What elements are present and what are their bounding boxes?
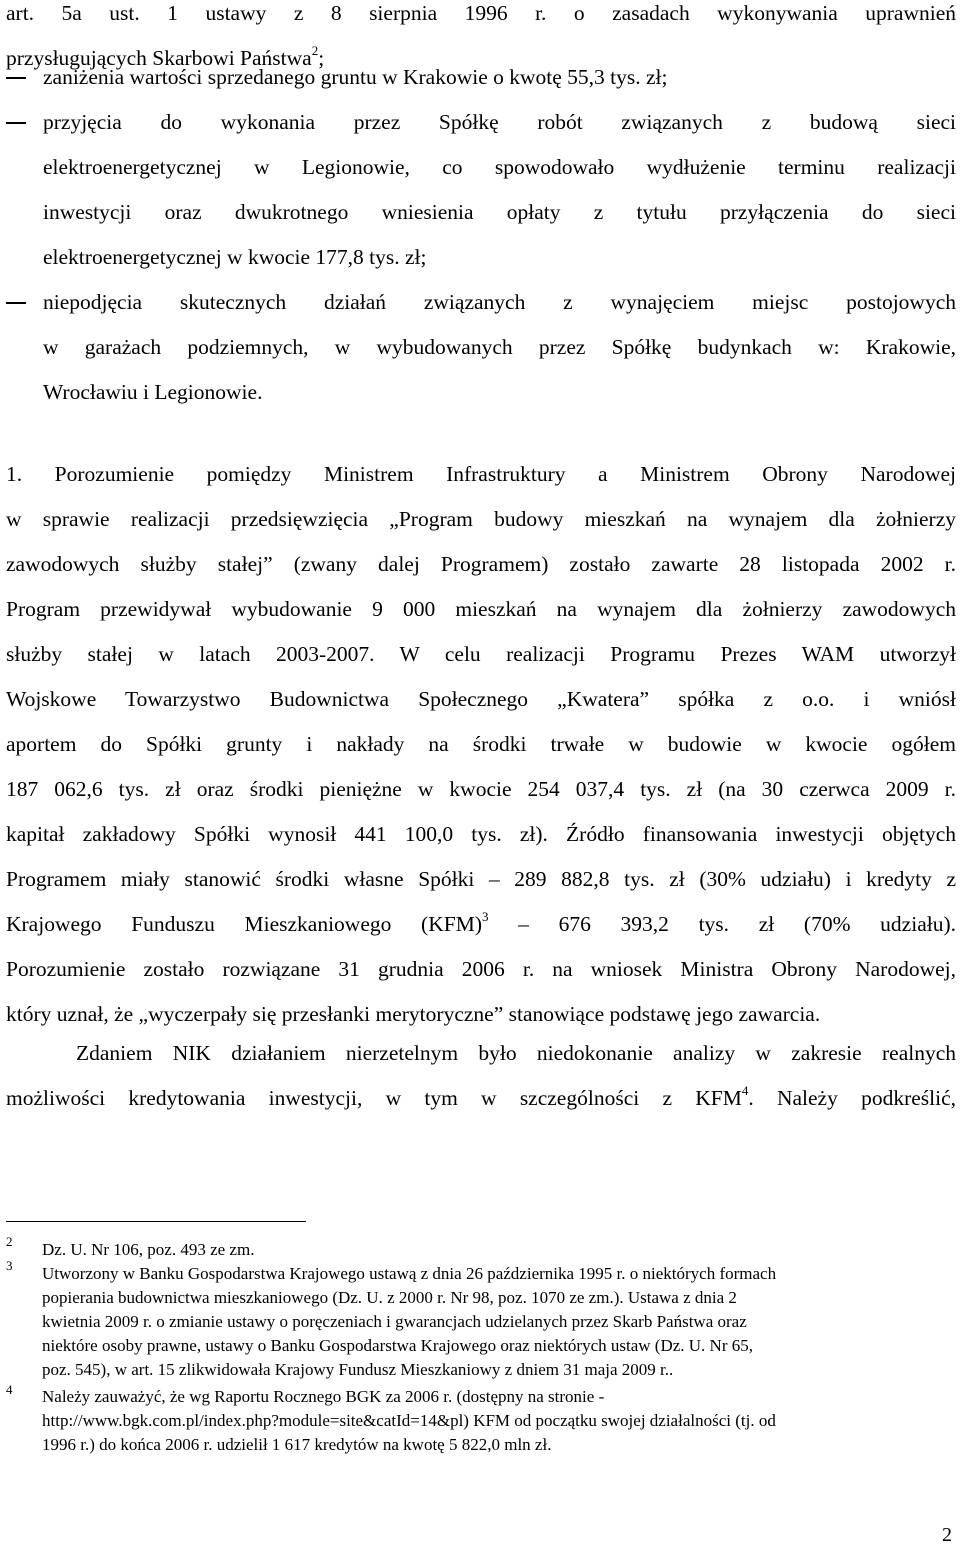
text-line: inwestycji oraz dwukrotnego wniesienia opłaty z tytułu przyłączenia do sieci bbox=[43, 200, 956, 224]
footnote-3 bbox=[42, 1262, 947, 1382]
footnote-line: http://www.bgk.com.pl/index.php?module=site&catId=14&pl) KFM od początku swojej działalności (tj. od bbox=[42, 1411, 776, 1430]
text-line: elektroenergetycznej w kwocie 177,8 tys. zł; bbox=[43, 245, 427, 269]
footnote-ref: 3 bbox=[481, 908, 489, 924]
text-line: możliwości kredytowania inwestycji, w tym w szczególności z KFM$^4$. Należy podkreślić, bbox=[6, 1082, 957, 1110]
footnote-line: niektóre osoby prawne, ustawy o Banku Gospodarstwa Krajowego oraz niektórych ustaw (Dz. U. Nr 65, bbox=[42, 1336, 753, 1355]
text-line: w garażach podziemnych, w wybudowanych przez Spółkę budynkach w: Krakowie, bbox=[43, 335, 956, 359]
text-line: Wrocławiu i Legionowie. bbox=[43, 380, 263, 404]
footnote-number: 3 bbox=[6, 1258, 13, 1273]
footnote-4 bbox=[42, 1385, 947, 1457]
footnote-line: popierania budownictwa mieszkaniowego (Dz. U. z 2000 r. Nr 98, poz. 1070 ze zm.). Ustawa z dnia 2 bbox=[42, 1288, 737, 1307]
text-line: zawodowych służby stałej” (zwany dalej Programem) zostało zawarte 28 listopada 2002 r. bbox=[6, 552, 956, 576]
footnote-line: Należy zauważyć, że wg Raportu Rocznego BGK za 2006 r. (dostępny na stronie - bbox=[42, 1387, 605, 1406]
text-line: kapitał zakładowy Spółki wynosił 441 100,0 tys. zł). Źródło finansowania inwestycji objętych bbox=[6, 822, 956, 846]
footnote-2 bbox=[42, 1238, 947, 1262]
footnote-line: Dz. U. Nr 106, poz. 493 ze zm. bbox=[42, 1240, 255, 1259]
bullet-item bbox=[6, 100, 956, 280]
text-line: Krajowego Funduszu Mieszkaniowego (KFM)$^3$ – 676 393,2 tys. zł (70% udziału). bbox=[6, 908, 956, 936]
text-line: zaniżenia wartości sprzedanego gruntu w Krakowie o kwotę 55,3 tys. zł; bbox=[43, 65, 668, 89]
text-line: który uznał, że „wyczerpały się przesłanki merytoryczne” stanowiące podstawę jego zawarcia. bbox=[6, 1002, 821, 1026]
text-line: Zdaniem NIK działaniem nierzetelnym było niedokonanie analizy w zakresie realnych bbox=[76, 1041, 956, 1065]
text-line: 187 062,6 tys. zł oraz środki pieniężne w kwocie 254 037,4 tys. zł (na 30 czerwca 2009 r. bbox=[6, 777, 956, 801]
footnote-separator bbox=[6, 1221, 306, 1222]
paragraph-programme bbox=[6, 452, 956, 1037]
text-line: niepodjęcia skutecznych działań związanych z wynajęciem miejsc postojowych bbox=[43, 290, 956, 314]
page-number: 2 bbox=[942, 1524, 952, 1546]
text-line: Porozumienie zostało rozwiązane 31 grudnia 2006 r. na wniosek Ministra Obrony Narodowej, bbox=[6, 957, 956, 981]
text-line: art. 5a ust. 1 ustawy z 8 sierpnia 1996 r. o zasadach wykonywania uprawnień bbox=[6, 1, 956, 25]
footnote-line: kwietnia 2009 r. o zmianie ustawy o poręczeniach i gwarancjach udzielanych przez Skarb Państwa oraz bbox=[42, 1312, 747, 1331]
bullet-item bbox=[6, 55, 956, 100]
footnote-line: 1996 r.) do końca 2006 r. udzielił 1 617 kredytów na kwotę 5 822,0 mln zł. bbox=[42, 1435, 552, 1454]
paragraph-nik-opinion bbox=[6, 1031, 956, 1121]
text-line: służby stałej w latach 2003-2007. W celu realizacji Programu Prezes WAM utworzył bbox=[6, 642, 956, 666]
bullet-item bbox=[6, 280, 956, 415]
footnote-line: Utworzony w Banku Gospodarstwa Krajowego ustawą z dnia 26 października 1995 r. o niektórych formach bbox=[42, 1264, 777, 1283]
text-line: Program przewidywał wybudowanie 9 000 mieszkań na wynajem dla żołnierzy zawodowych bbox=[6, 597, 956, 621]
text-line: Programem miały stanowić środki własne Spółki – 289 882,8 tys. zł (30% udziału) i kredyty z bbox=[6, 867, 956, 891]
footnote-ref: 4 bbox=[741, 1082, 749, 1098]
footnote-number: 4 bbox=[6, 1382, 13, 1397]
text-line: aportem do Spółki grunty i nakłady na środki trwałe w budowie w kwocie ogółem bbox=[6, 732, 956, 756]
text-line: elektroenergetycznej w Legionowie, co spowodowało wydłużenie terminu realizacji bbox=[43, 155, 956, 179]
text-line: przyjęcia do wykonania przez Spółkę robót związanych z budową sieci bbox=[43, 110, 956, 134]
text-line: 1. Porozumienie pomiędzy Ministrem Infrastruktury a Ministrem Obrony Narodowej bbox=[6, 462, 956, 486]
text-line: przysługujących Skarbowi Państwa$^2$; bbox=[6, 42, 325, 70]
footnote-ref: 2 bbox=[311, 42, 319, 58]
footnote-number: 2 bbox=[6, 1234, 13, 1249]
text-line: Wojskowe Towarzystwo Budownictwa Społecznego „Kwatera” spółka z o.o. i wniósł bbox=[6, 687, 956, 711]
footnote-line: poz. 545), w art. 15 zlikwidowała Krajowy Fundusz Mieszkaniowy z dniem 31 maja 2009 r.. bbox=[42, 1360, 674, 1379]
text-line: w sprawie realizacji przedsięwzięcia „Program budowy mieszkań na wynajem dla żołnierzy bbox=[6, 507, 956, 531]
